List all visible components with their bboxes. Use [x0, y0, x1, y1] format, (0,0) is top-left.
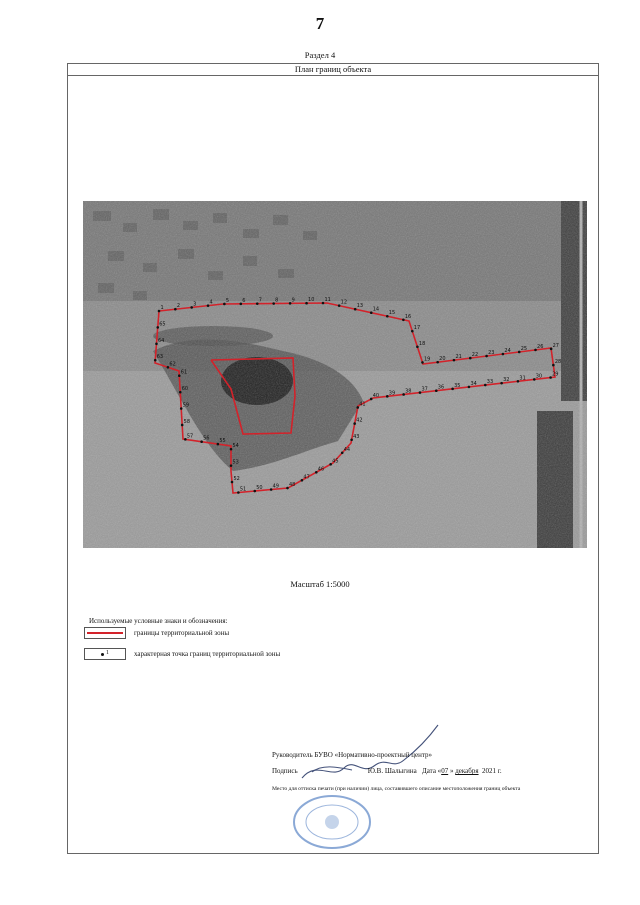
boundary-point-number: 6 — [242, 297, 246, 304]
boundary-point-number: 29 — [552, 371, 559, 378]
legend-line-symbol — [84, 627, 126, 639]
boundary-point-number: 17 — [413, 325, 421, 332]
boundary-point-number: 22 — [471, 352, 479, 359]
boundary-point-number: 45 — [332, 458, 339, 465]
boundary-point-number: 52 — [233, 476, 240, 483]
boundary-point-number: 11 — [324, 297, 331, 304]
boundary-point-number: 37 — [421, 386, 428, 393]
boundary-point-number: 44 — [343, 446, 351, 453]
legend-line-label: границы территориальной зоны — [134, 629, 230, 637]
map-scale: Масштаб 1:5000 — [290, 579, 350, 589]
boundary-point-number: 14 — [372, 306, 380, 313]
boundary-point-number: 20 — [439, 356, 446, 363]
boundary-point-number: 7 — [258, 297, 262, 304]
boundary-point-number: 41 — [359, 401, 366, 408]
boundary-point-number: 10 — [308, 297, 315, 304]
boundary-point-number: 55 — [219, 438, 226, 445]
boundary-point-number: 46 — [317, 466, 325, 473]
boundary-point-number: 21 — [455, 354, 462, 361]
legend-point-number: 1 — [106, 650, 109, 656]
boundary-point-number: 42 — [356, 417, 363, 424]
boundary-point-number: 8 — [275, 297, 279, 304]
boundary-point-number: 18 — [418, 340, 426, 347]
boundary-point-number: 5 — [225, 297, 230, 304]
boundary-point-number: 53 — [232, 459, 239, 466]
boundary-point-number: 59 — [182, 402, 190, 409]
boundary-point-number: 1 — [160, 305, 164, 311]
seal-stamp — [290, 790, 375, 850]
boundary-point-number: 56 — [203, 435, 210, 442]
boundary-point-number: 51 — [239, 486, 247, 493]
boundary-point-number: 30 — [535, 373, 543, 380]
legend-title: Используемые условные знаки и обозначения: — [89, 617, 228, 625]
boundary-point-number: 4 — [209, 299, 213, 306]
boundary-point-number: 12 — [340, 299, 348, 306]
boundary-point-number: 49 — [272, 483, 279, 490]
stamp-note: Место для оттиска печати (при наличии) лица, составившего описание местоположения границ объекта — [272, 786, 521, 792]
boundary-point-number: 64 — [157, 337, 165, 344]
boundary-point-number: 57 — [186, 433, 194, 440]
boundary-point-number: 26 — [537, 343, 544, 350]
boundary-point-number: 40 — [372, 392, 380, 399]
boundary-point-number: 25 — [520, 345, 528, 352]
boundary-point-number: 16 — [404, 313, 412, 320]
boundary-point-number: 65 — [159, 321, 166, 328]
boundary-point-number: 31 — [519, 375, 526, 382]
page-number: 7 — [315, 14, 325, 33]
boundary-point-number: 3 — [193, 301, 197, 308]
boundary-point-number: 23 — [488, 350, 495, 357]
boundary-point-number: 43 — [353, 433, 360, 440]
boundary-point-number: 39 — [388, 390, 396, 397]
boundary-point-number: 28 — [554, 359, 562, 366]
boundary-point-number: 13 — [356, 303, 364, 310]
boundary-point-number: 36 — [437, 384, 445, 391]
signature-line: Подпись Ю.В. Шалыгина Дата «07 » декабря 2021 г. — [272, 767, 502, 775]
frame-header: План границ объекта — [67, 63, 599, 76]
signature-head: Руководитель БУВО «Нормативно-проектный центр» — [272, 751, 433, 759]
boundary-point-number: 15 — [388, 310, 396, 317]
boundary-point-number: 47 — [303, 474, 310, 481]
boundary-map — [83, 201, 587, 548]
boundary-point-number: 32 — [503, 377, 510, 384]
boundary-point-number: 60 — [181, 386, 189, 393]
boundary-point-number: 2 — [176, 303, 181, 310]
boundary-point-number: 35 — [454, 382, 461, 389]
boundary-point-number: 63 — [156, 354, 164, 361]
boundary-point-number: 38 — [405, 388, 412, 395]
boundary-point-number: 9 — [291, 297, 295, 304]
boundary-point-number: 62 — [169, 361, 176, 368]
boundary-point-number: 34 — [470, 380, 477, 387]
boundary-point-number: 50 — [256, 485, 263, 492]
legend-point-label: характерная точка границ территориальной зоны — [134, 650, 281, 658]
boundary-point-number: 48 — [288, 482, 296, 489]
boundary-point-number: 19 — [423, 356, 431, 363]
boundary-point-number: 33 — [486, 379, 494, 386]
boundary-point-number: 58 — [183, 418, 191, 425]
section-label: Раздел 4 — [304, 50, 336, 60]
boundary-point-number: 24 — [504, 348, 511, 355]
boundary-point-number: 54 — [232, 443, 239, 450]
boundary-point-number: 27 — [552, 342, 559, 349]
legend-point-symbol — [84, 648, 126, 660]
boundary-point-number: 61 — [180, 369, 188, 376]
